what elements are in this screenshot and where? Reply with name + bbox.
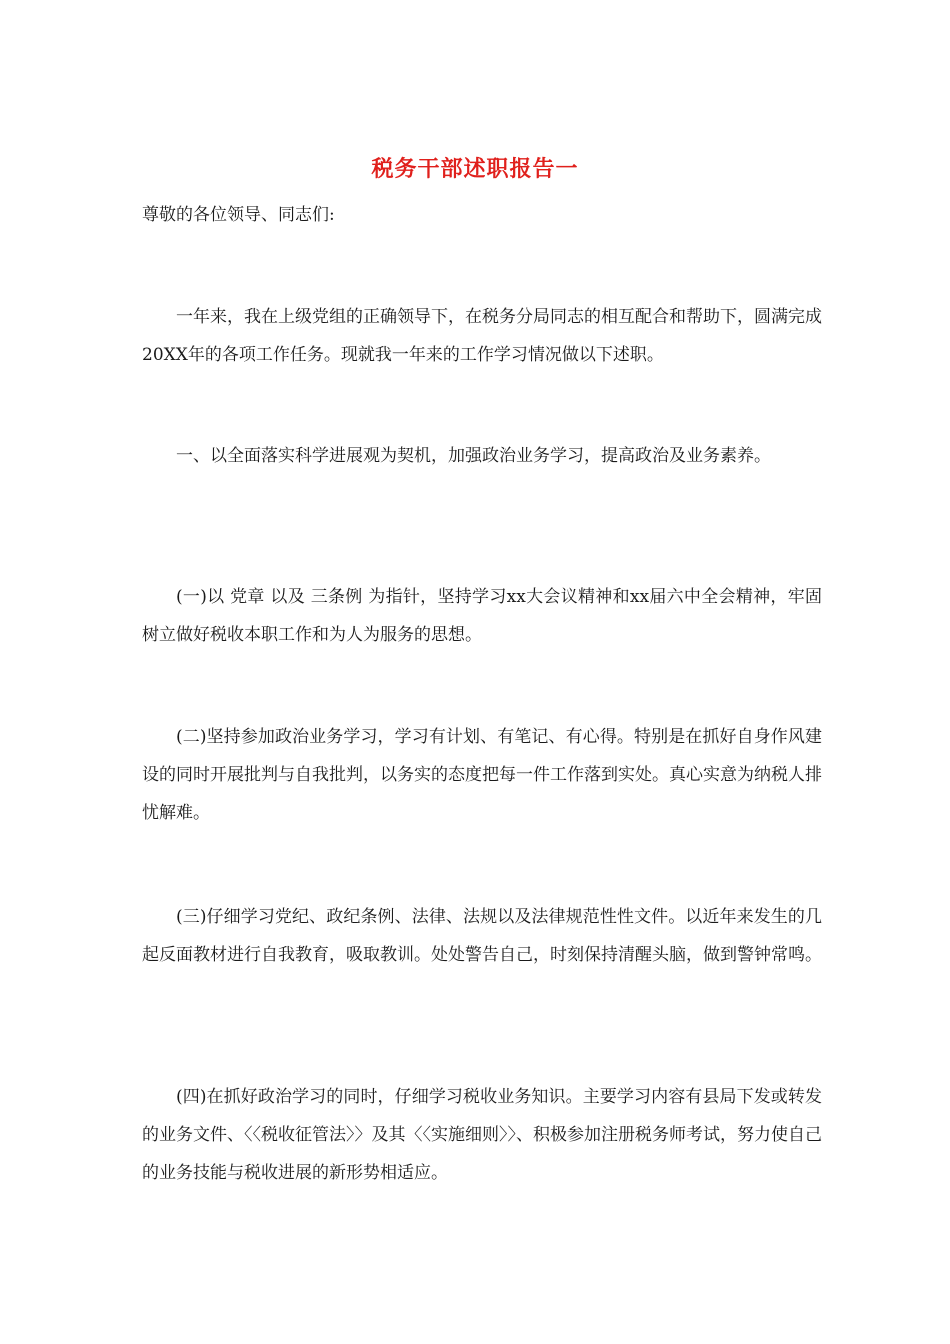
paragraph-item-4: (四)在抓好政治学习的同时，仔细学习税收业务知识。主要学习内容有县局下发或转发的业务文件、〈〈税收征管法〉〉及其〈〈实施细则〉〉、积极参加注册税务师考试，努力使自己的业务技能与税收进展的新形势相适应。: [142, 1087, 822, 1183]
paragraph-item-3: (三)仔细学习党纪、政纪条例、法律、法规以及法律规范性性文件。以近年来发生的几起反面教材进行自我教育，吸取教训。处处警告自己，时刻保持清醒头脑，做到警钟常鸣。: [142, 907, 822, 965]
paragraph-intro: 一年来，我在上级党组的正确领导下，在税务分局同志的相互配合和帮助下，圆满完成20XX年的各项工作任务。现就我一年来的工作学习情况做以下述职。: [142, 307, 822, 365]
paragraph-item-2: (二)坚持参加政治业务学习，学习有计划、有笔记、有心得。特别是在抓好自身作风建设的同时开展批判与自我批判，以务实的态度把每一件工作落到实处。真心实意为纳税人排忧解难。: [142, 727, 822, 823]
document-title: 税务干部述职报告一: [371, 157, 579, 182]
paragraph-item-1: (一)以 党章 以及 三条例 为指针，坚持学习xx大会议精神和xx届六中全会精神，牢固树立做好税收本职工作和为人为服务的思想。: [142, 587, 822, 645]
salutation: 尊敬的各位领导、同志们:: [142, 205, 335, 225]
paragraph-section-one-heading: 一、以全面落实科学进展观为契机，加强政治业务学习，提高政治及业务素养。: [176, 446, 771, 466]
